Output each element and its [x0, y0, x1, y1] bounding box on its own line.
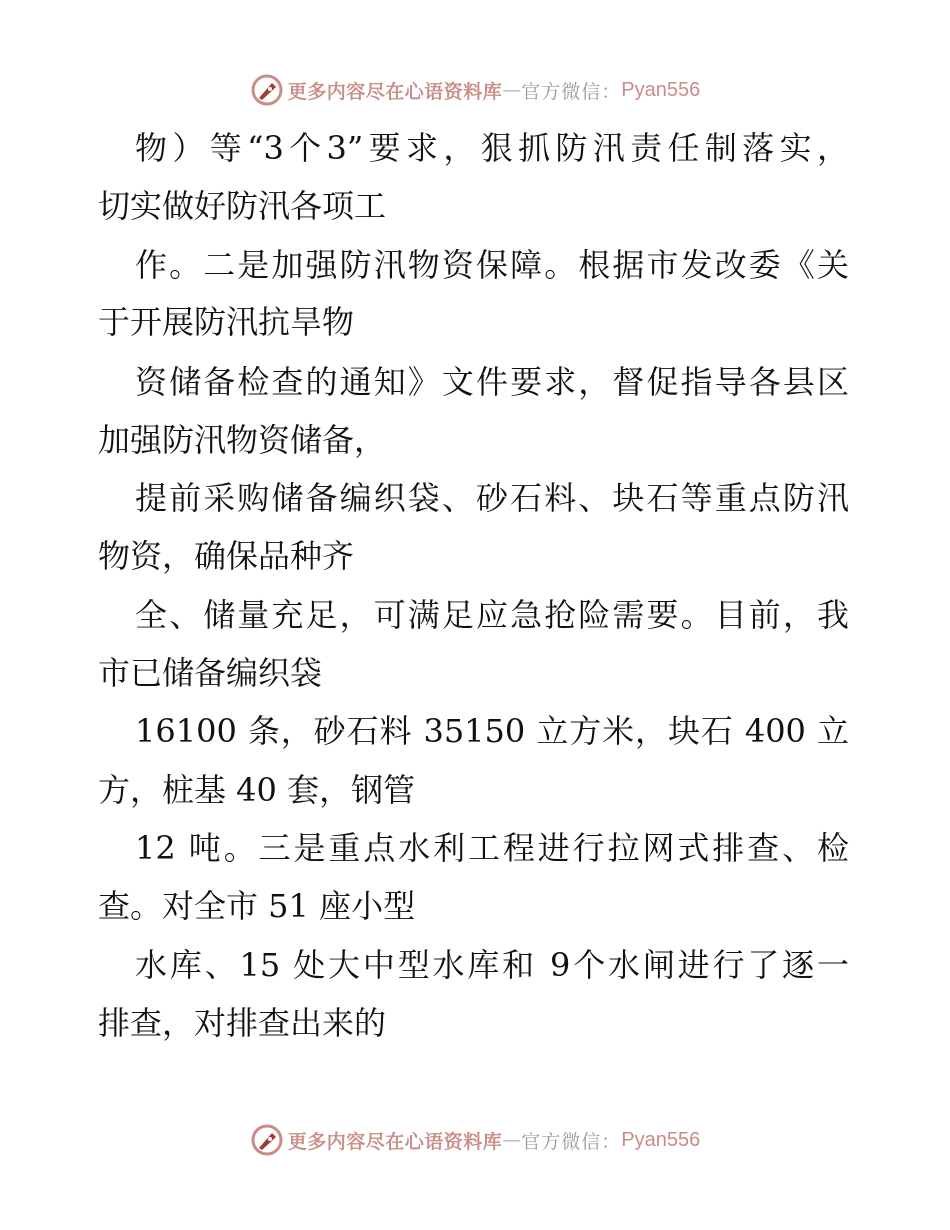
watermark-text: 更多内容尽在心语资料库 — [287, 80, 503, 103]
watermark-wechat-label: 官方微信： — [521, 80, 622, 103]
text-line: 于开展防汛抗旱物 — [98, 303, 355, 341]
watermark-text: 更多内容尽在心语资料库 — [287, 1130, 503, 1153]
watermark-wechat-id: Pyan556 — [621, 1128, 701, 1151]
text-line: 16100 条，砂石料 35150 立方米，块石 400 立 — [135, 712, 849, 750]
header-watermark — [0, 70, 950, 110]
text-line: 加强防汛物资储备， — [98, 421, 387, 459]
text-line: 物资，确保品种齐 — [98, 537, 355, 575]
pen-nib-logo-icon — [250, 73, 284, 107]
text-line: 查。对全市 51 座小型 — [98, 887, 416, 925]
watermark-separator: — — [502, 1129, 522, 1151]
text-line: 作。二是加强防汛物资保障。根据市发改委《关 — [135, 246, 849, 284]
watermark-wechat-id: Pyan556 — [621, 78, 701, 101]
text-line: 全、储量充足，可满足应急抢险需要。目前，我 — [135, 596, 849, 634]
text-line: 资储备检查的通知》文件要求，督促指导各县区 — [135, 363, 849, 401]
footer-watermark — [0, 1120, 950, 1160]
text-line: 排查，对排查出来的 — [98, 1004, 387, 1042]
text-line: 物）等“3个3”要求，狠抓防汛责任制落实， — [135, 129, 849, 167]
text-line: 12 吨。三是重点水利工程进行拉网式排查、检 — [135, 829, 849, 867]
text-line: 方，桩基 40 套，钢管 — [98, 771, 416, 809]
text-line: 市已储备编织袋 — [98, 654, 323, 692]
watermark-wechat-label: 官方微信： — [521, 1130, 622, 1153]
text-line: 提前采购储备编织袋、砂石料、块石等重点防汛 — [135, 479, 849, 517]
watermark-separator: — — [502, 79, 522, 101]
text-line: 水库、15 处大中型水库和 9个水闸进行了逐一 — [135, 946, 849, 984]
pen-nib-logo-icon — [250, 1123, 284, 1157]
text-line: 切实做好防汛各项工 — [98, 187, 387, 225]
